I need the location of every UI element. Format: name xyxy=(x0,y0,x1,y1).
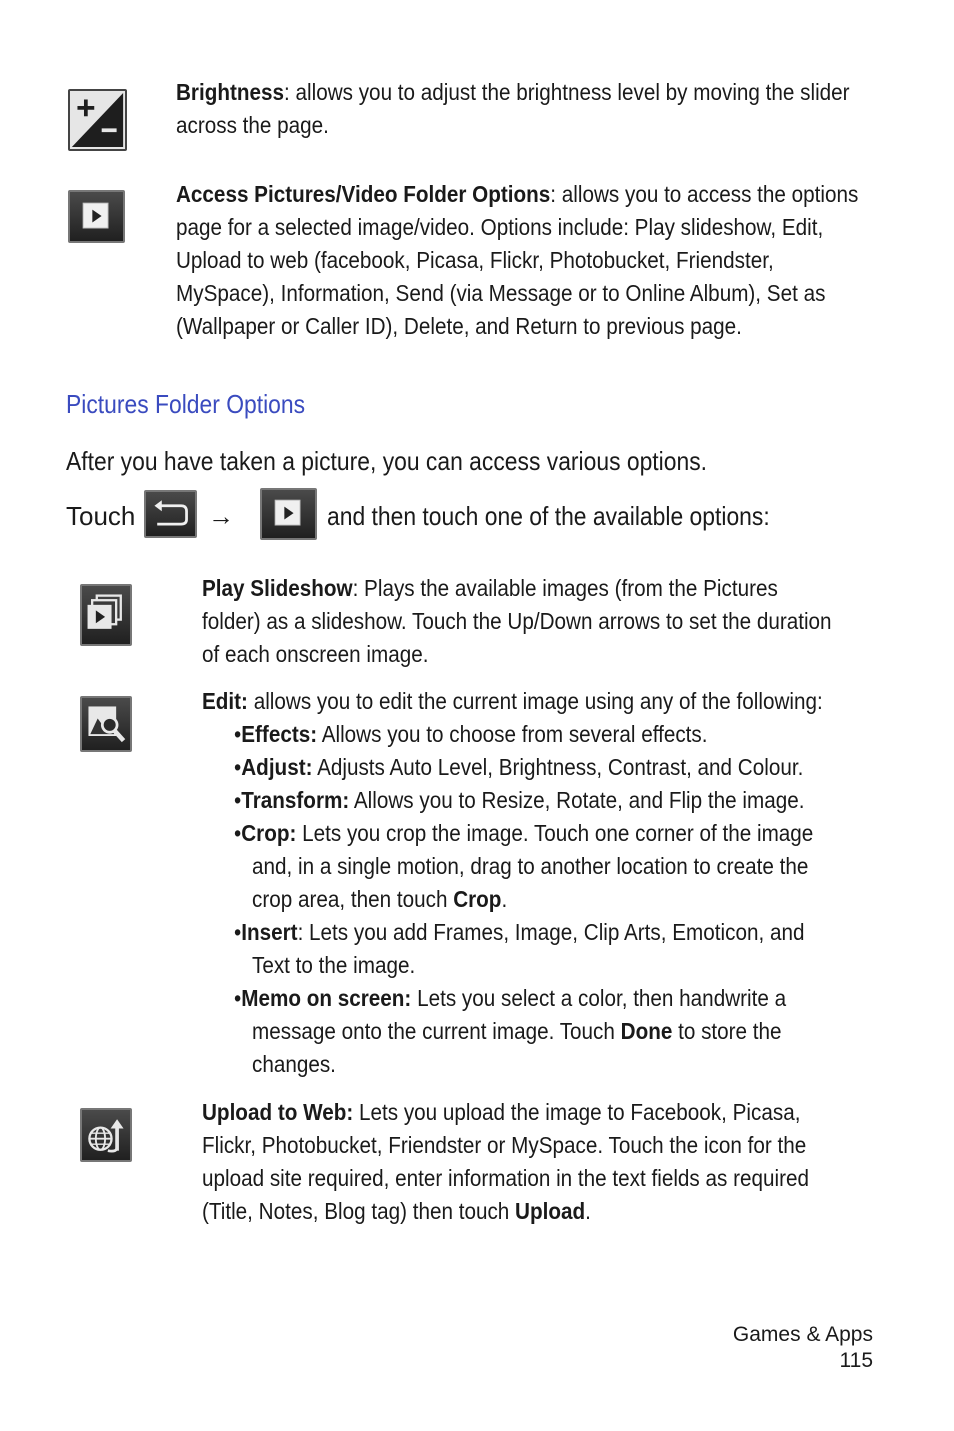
brightness-title: Brightness xyxy=(176,79,285,105)
page-number: 115 xyxy=(839,1349,873,1372)
edit-title: Edit: xyxy=(202,688,248,714)
edit-bullet-crop: •Crop: Lets you crop the image. Touch one corner of the image xyxy=(234,820,814,846)
edit-bullet-adjust: •Adjust: Adjusts Auto Level, Brightness, Contrast, and Colour. xyxy=(234,754,804,780)
access-options-title: Access Pictures/Video Folder Options xyxy=(176,181,551,207)
page-footer xyxy=(733,1322,873,1374)
slideshow-icon xyxy=(80,584,132,646)
touch-prefix: Touch xyxy=(66,501,136,531)
play-icon xyxy=(260,488,317,540)
upload-description: Upload to Web: Lets you upload the image to Facebook, Picasa, Flickr, Photobucket, Friendster or MySpace. Touch the icon for the upload site required, enter information in the text fields as required (Title, Notes, Blog tag) then touch Upload. xyxy=(202,1099,809,1224)
edit-bullet-memo: •Memo on screen: Lets you select a color, then handwrite a xyxy=(234,985,787,1011)
play-options-icon xyxy=(68,190,125,243)
access-options-description: Access Pictures/Video Folder Options: allows you to access the options page for a selected image/video. Options include: Play slideshow, Edit, Upload to web (facebook, Picasa, Flickr, Photobucket, Friendster, MySpace), Information, Send (via Message or to Online Album), Set as (Wallpaper or Caller ID), Delete, and Return to previous page. xyxy=(176,181,859,339)
brightness-icon xyxy=(68,89,127,151)
back-icon xyxy=(144,490,197,538)
upload-title: Upload to Web: xyxy=(202,1099,354,1125)
arrow-glyph: → xyxy=(208,501,234,531)
edit-bullet-insert: •Insert: Lets you add Frames, Image, Clip Arts, Emoticon, and xyxy=(234,919,805,945)
edit-bullet-transform: •Transform: Allows you to Resize, Rotate, and Flip the image. xyxy=(234,787,805,813)
slideshow-title: Play Slideshow xyxy=(202,575,353,601)
section-heading: Pictures Folder Options xyxy=(66,389,306,419)
edit-image-icon xyxy=(80,696,132,752)
slideshow-description: Play Slideshow: Plays the available images (from the Pictures folder) as a slideshow. Touch the Up/Down arrows to set the duration of each onscreen image. xyxy=(202,575,832,667)
footer-section: Games & Apps xyxy=(732,1323,873,1346)
upload-web-icon xyxy=(80,1108,132,1162)
edit-bullet-effects: •Effects: Allows you to choose from several effects. xyxy=(234,721,708,747)
brightness-description: Brightness: allows you to adjust the brightness level by moving the slider across the page. xyxy=(176,79,850,138)
touch-suffix: and then touch one of the available options: xyxy=(327,501,770,531)
edit-description: Edit: allows you to edit the current image using any of the following: •Effects: Allows you to choose from several effects. •Adjust: Adjusts Auto Level, Brightness, Contrast, and Colour. •Transform: Allows you to Resize, Rotate, and Flip the image. •Crop: Lets you crop the image. Touch one corner of the image and, in a single motion, drag to another location to create the crop area, then touch Crop. •Insert: Lets you add Frames, Image, Clip Arts, Emoticon, and Text to the image. •Memo on screen: Lets you select a color, then handwrite a message onto the current image. Touch Done to store the changes. xyxy=(202,685,907,1081)
intro-text: After you have taken a picture, you can access various options. xyxy=(66,446,707,476)
